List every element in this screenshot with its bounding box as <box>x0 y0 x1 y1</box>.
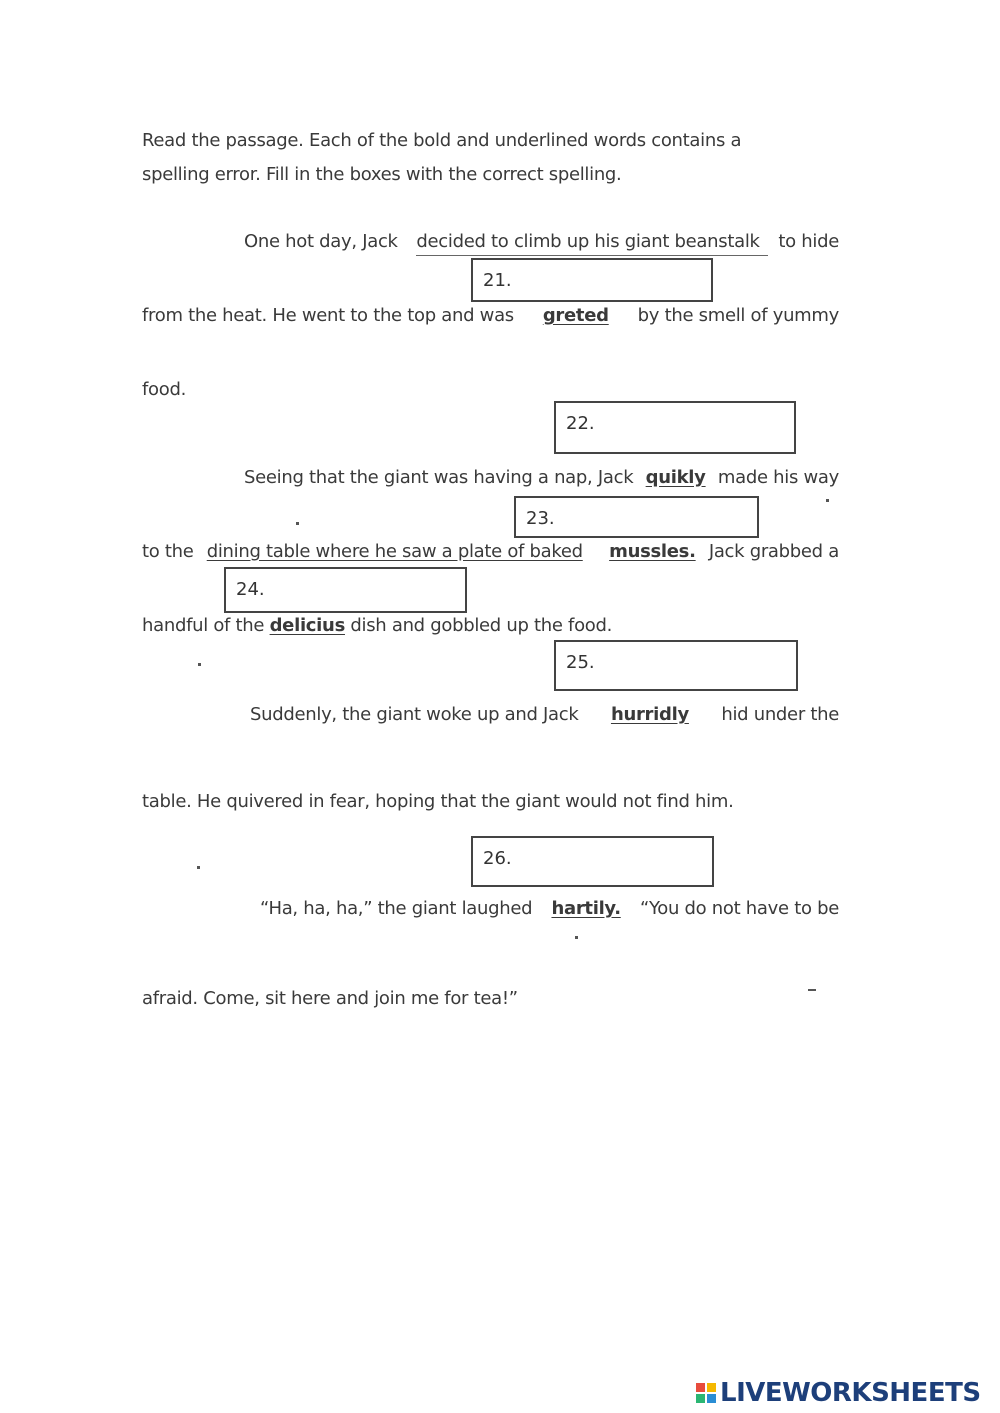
box-number: 23. <box>526 508 555 529</box>
logo-square <box>707 1383 716 1392</box>
box-number: 26. <box>483 848 512 869</box>
error-word-delicius: delicius <box>269 615 345 636</box>
instructions-text-2: spelling error. Fill in the boxes with the correct spelling. <box>142 164 622 185</box>
p2-l2-before: to the <box>142 541 194 562</box>
error-word-hartily: hartily. <box>551 898 621 919</box>
answer-box-24[interactable] <box>224 567 467 613</box>
answer-input-26[interactable] <box>518 844 706 879</box>
logo-text: LIVEWORKSHEETS <box>720 1378 981 1408</box>
scan-speck <box>197 866 200 869</box>
logo-square <box>707 1394 716 1403</box>
passage-p1-line-1 <box>244 231 839 252</box>
answer-input-25[interactable] <box>601 648 790 683</box>
passage-p1-line-3 <box>142 379 186 400</box>
p1-l1-after: to hide <box>778 231 839 252</box>
passage-p2-line-3 <box>142 615 612 636</box>
p1-l2-after: by the smell of yummy <box>637 305 839 326</box>
instructions-text-1: Read the passage. Each of the bold and underlined words contains a <box>142 130 742 151</box>
scan-speck <box>296 522 299 525</box>
scan-speck <box>808 989 816 991</box>
box-number: 25. <box>566 652 595 673</box>
logo-square <box>696 1383 705 1392</box>
answer-box-22[interactable] <box>554 401 796 454</box>
p2-l2-after: Jack grabbed a <box>708 541 839 562</box>
logo-mark-icon <box>696 1383 716 1403</box>
box-number: 22. <box>566 413 595 434</box>
p2-l3-before: handful of the <box>142 615 270 636</box>
scan-speck <box>826 499 829 502</box>
box-number: 21. <box>483 270 512 291</box>
error-word-mussles: mussles. <box>609 541 696 562</box>
logo-square <box>696 1394 705 1403</box>
scan-speck <box>198 663 201 666</box>
answer-box-21[interactable] <box>471 258 713 302</box>
answer-box-25[interactable] <box>554 640 798 691</box>
p1-l3-text: food. <box>142 379 187 400</box>
error-word-quikly: quikly <box>645 467 706 488</box>
answer-box-26[interactable] <box>471 836 714 887</box>
answer-input-21[interactable] <box>518 266 705 294</box>
answer-input-24[interactable] <box>271 575 459 605</box>
passage-p2-line-1 <box>244 467 839 488</box>
answer-input-23[interactable] <box>561 504 751 530</box>
p1-l1-before: One hot day, Jack <box>244 231 398 252</box>
p2-l1-before: Seeing that the giant was having a nap, Jack <box>244 467 634 488</box>
p3-l2-text: table. He quivered in fear, hoping that the giant would not find him. <box>142 791 734 812</box>
p3-l1-before: Suddenly, the giant woke up and Jack <box>250 704 579 725</box>
scan-speck <box>575 936 578 939</box>
passage-p1-line-2 <box>142 305 839 326</box>
answer-input-22[interactable] <box>601 409 788 446</box>
p4-l1-after: “You do not have to be <box>639 898 839 919</box>
underline-rule-1 <box>416 255 768 256</box>
error-word-hurridly: hurridly <box>610 704 689 725</box>
p1-l1-underlined: decided to climb up his giant beanstalk <box>416 231 760 252</box>
p3-l1-after: hid under the <box>721 704 839 725</box>
liveworksheets-logo[interactable] <box>696 1378 981 1408</box>
instructions-line-1 <box>142 130 770 151</box>
p2-l1-after: made his way <box>717 467 839 488</box>
passage-p2-line-2 <box>142 541 839 562</box>
passage-p4-line-2 <box>142 988 518 1009</box>
answer-box-23[interactable] <box>514 496 759 538</box>
p4-l2-text: afraid. Come, sit here and join me for tea!” <box>142 988 518 1009</box>
p4-l1-before: “Ha, ha, ha,” the giant laughed <box>260 898 533 919</box>
p2-l3-after: dish and gobbled up the food. <box>344 615 613 636</box>
passage-p4-line-1 <box>260 898 839 919</box>
box-number: 24. <box>236 579 265 600</box>
p1-l2-before: from the heat. He went to the top and was <box>142 305 514 326</box>
passage-p3-line-1 <box>250 704 839 725</box>
p2-l2-underlined: dining table where he saw a plate of baked <box>206 541 583 562</box>
error-word-greted: greted <box>542 305 609 326</box>
instructions-line-2 <box>142 164 621 185</box>
passage-p3-line-2 <box>142 791 734 812</box>
